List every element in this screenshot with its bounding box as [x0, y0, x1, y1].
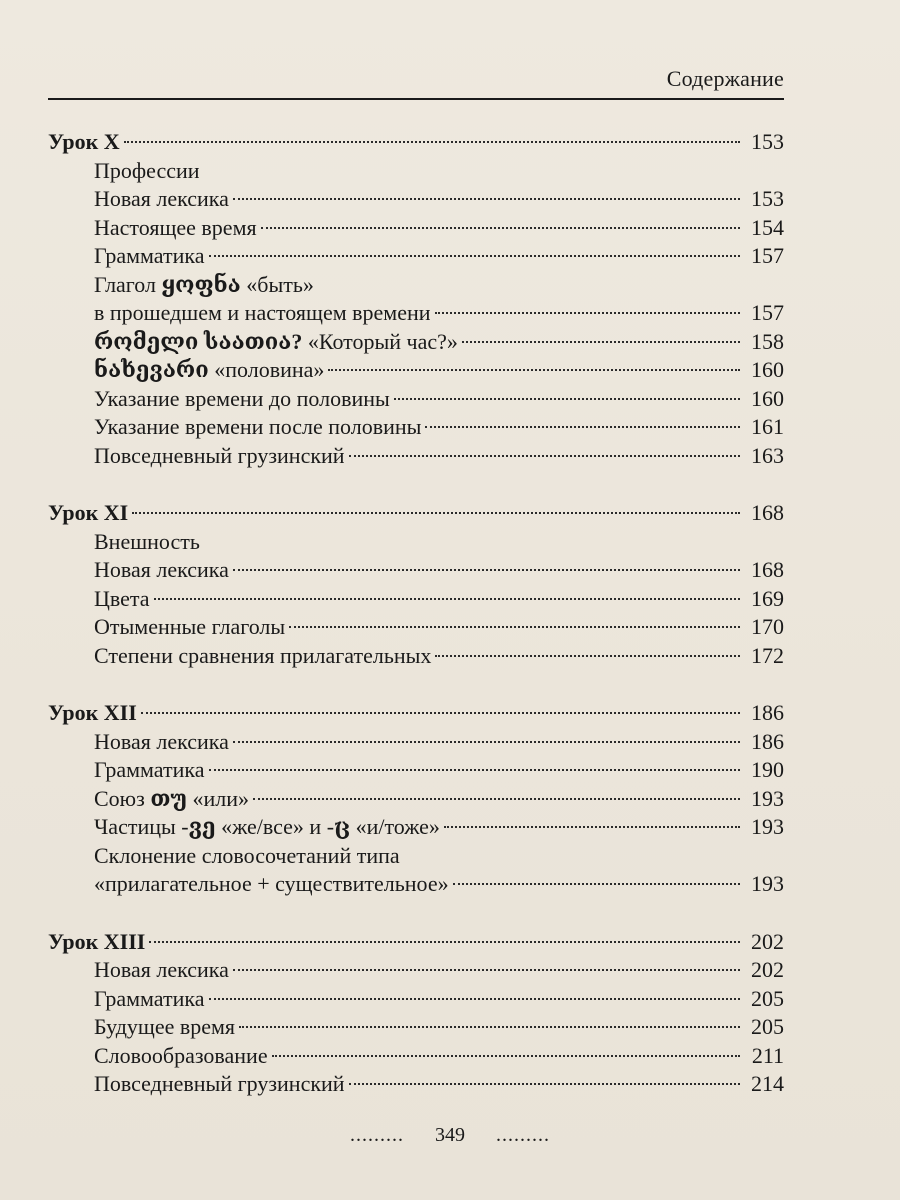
- entry-title: [94, 756, 205, 785]
- entry-title: [94, 613, 285, 642]
- leader-dots: [209, 769, 741, 771]
- entry-prefix: Союз: [94, 785, 151, 811]
- leader-dots: [261, 227, 740, 229]
- entry-text: Новая лексика: [94, 728, 229, 754]
- leader-dots: [239, 1026, 740, 1028]
- toc-entry-row[interactable]: [48, 985, 784, 1014]
- page-ref: 157: [751, 243, 784, 268]
- entry-text: Отыменные глаголы: [94, 614, 286, 639]
- leader-dots: [132, 512, 740, 514]
- page-ref: 202: [751, 928, 784, 954]
- entry-text: Профессии: [94, 157, 200, 183]
- entry-text: Настоящее время: [94, 214, 257, 240]
- page-ref: 154: [751, 214, 784, 240]
- page-ref: 186: [751, 700, 784, 725]
- lesson-title: Урок XI: [48, 500, 129, 525]
- toc-entry-row[interactable]: [48, 1070, 784, 1099]
- page-footer: [0, 1124, 900, 1147]
- leader-dots: [462, 341, 740, 343]
- page-ref: 161: [751, 414, 784, 439]
- lesson-title: Урок X: [48, 129, 120, 154]
- entry-title: [94, 328, 458, 357]
- entry-title: [94, 585, 150, 614]
- toc-entry-row[interactable]: [48, 756, 784, 785]
- entry-title: [94, 842, 400, 871]
- entry-text: в прошедшем и настоящем времени: [94, 300, 431, 325]
- entry-text: «и/тоже»: [350, 814, 440, 839]
- toc-entry-row[interactable]: [48, 413, 784, 442]
- entry-title: [94, 271, 314, 300]
- georgian-term: თუ: [150, 785, 187, 811]
- entry-prefix: Глагол: [94, 271, 162, 297]
- leader-dots: [209, 998, 741, 1000]
- entry-title: [94, 870, 449, 899]
- toc-lesson-row[interactable]: [48, 499, 784, 528]
- leader-dots: [209, 255, 741, 257]
- page-ref: 153: [751, 186, 784, 211]
- leader-dots: [435, 655, 740, 657]
- toc-entry-row[interactable]: [48, 585, 784, 614]
- toc-entry-row[interactable]: [48, 528, 784, 557]
- leader-dots: [149, 941, 740, 943]
- leader-dots: [154, 598, 740, 600]
- georgian-term: რომელი საათია?: [94, 328, 303, 354]
- entry-text: Склонение словосочетаний типа: [94, 842, 400, 868]
- entry-text: Словообразование: [94, 1042, 268, 1068]
- entry-title: [94, 413, 421, 442]
- toc-entry-row[interactable]: [48, 214, 784, 243]
- entry-title: [94, 1013, 235, 1042]
- leader-dots: [394, 398, 740, 400]
- page-ref: 168: [751, 500, 784, 525]
- toc-entry-row[interactable]: [48, 385, 784, 414]
- entry-text: Цвета: [94, 585, 150, 611]
- leader-dots: [233, 569, 740, 571]
- toc-entry-row[interactable]: [48, 185, 784, 214]
- lesson-title: Урок XIII: [48, 928, 146, 954]
- page-ref: 205: [751, 985, 784, 1011]
- page-ref: 172: [751, 642, 784, 668]
- toc-entry-row[interactable]: [48, 556, 784, 585]
- page-ref: 190: [751, 757, 784, 782]
- page-ref: 193: [751, 871, 784, 896]
- toc-entry-row[interactable]: [48, 813, 784, 842]
- leader-dots: [124, 141, 740, 143]
- page-ref: 158: [751, 328, 784, 354]
- toc-entry-row[interactable]: [48, 356, 784, 385]
- running-header: Содержание: [666, 66, 784, 91]
- entry-text: Повседневный грузинский: [94, 442, 345, 468]
- leader-dots: [328, 369, 740, 371]
- georgian-term: ც: [334, 814, 351, 839]
- entry-text: Новая лексика: [94, 557, 229, 582]
- toc-entry-row[interactable]: [48, 642, 784, 671]
- page-ref: 160: [751, 357, 784, 382]
- toc-entry-row[interactable]: [48, 613, 784, 642]
- entry-title: [94, 1070, 345, 1099]
- page-ref: 214: [751, 1071, 784, 1096]
- entry-text: «или»: [186, 785, 249, 811]
- toc-entry-row[interactable]: [48, 842, 784, 871]
- leader-dots: [435, 312, 740, 314]
- entry-title: [94, 985, 205, 1014]
- entry-title: [94, 242, 205, 271]
- georgian-term: ვე: [188, 814, 216, 839]
- georgian-term: ყოფნა: [161, 271, 241, 297]
- toc-entry-row[interactable]: [48, 242, 784, 271]
- leader-dots: [233, 969, 740, 971]
- leader-dots: [253, 798, 740, 800]
- entry-text: Грамматика: [94, 985, 205, 1011]
- entry-text: Грамматика: [94, 757, 205, 782]
- page-ref: 211: [751, 1042, 784, 1068]
- entry-text: Внешность: [94, 528, 200, 554]
- entry-title: [94, 556, 229, 585]
- entry-text: Будущее время: [94, 1014, 236, 1039]
- toc-entry-row[interactable]: [48, 271, 784, 300]
- page-ref: 153: [751, 129, 784, 154]
- page-ref: 202: [751, 957, 784, 982]
- entry-text: «же/все» и -: [215, 814, 335, 839]
- page-ref: 170: [751, 614, 784, 639]
- toc-lesson-row[interactable]: [48, 699, 784, 728]
- entry-title: [94, 299, 431, 328]
- leader-dots: [233, 741, 740, 743]
- leader-dots: [233, 198, 740, 200]
- entry-text: Указание времени до половины: [94, 385, 390, 411]
- footer-dots-left: .........: [350, 1124, 404, 1146]
- entry-text: «половина»: [208, 357, 325, 382]
- entry-prefix: Частицы -: [94, 814, 189, 839]
- toc-entry-row[interactable]: [48, 299, 784, 328]
- entry-text: «прилагательное + существительное»: [94, 871, 449, 896]
- page-ref: 157: [751, 300, 784, 325]
- page-ref: 186: [751, 728, 784, 754]
- page-ref: 168: [751, 557, 784, 582]
- page-ref: 169: [751, 585, 784, 611]
- leader-dots: [141, 712, 740, 714]
- toc-section: [48, 928, 784, 1099]
- page-ref: 193: [751, 785, 784, 811]
- entry-title: [94, 728, 229, 757]
- toc-entry-row[interactable]: [48, 157, 784, 186]
- entry-text: Указание времени после половины: [94, 414, 422, 439]
- entry-title: [94, 1042, 268, 1071]
- leader-dots: [425, 426, 740, 428]
- page-number: 349: [435, 1124, 465, 1146]
- toc-section: [48, 128, 784, 470]
- entry-text: Новая лексика: [94, 186, 229, 211]
- entry-title: [94, 157, 200, 186]
- entry-title: [94, 785, 249, 814]
- leader-dots: [453, 883, 740, 885]
- table-of-contents: [48, 128, 784, 1099]
- entry-text: Повседневный грузинский: [94, 1071, 345, 1096]
- page-ref: 205: [751, 1014, 784, 1039]
- entry-text: Новая лексика: [94, 957, 229, 982]
- leader-dots: [349, 455, 740, 457]
- entry-text: «Который час?»: [302, 328, 458, 354]
- toc-entry-row[interactable]: [48, 442, 784, 471]
- entry-title: [94, 356, 324, 385]
- entry-title: [94, 442, 345, 471]
- toc-entry-row[interactable]: [48, 1042, 784, 1071]
- entry-title: [94, 642, 431, 671]
- georgian-term: ნახევარი: [94, 357, 209, 382]
- toc-entry-row[interactable]: [48, 1013, 784, 1042]
- entry-title: [94, 956, 229, 985]
- toc-section: [48, 499, 784, 670]
- toc-lesson-row[interactable]: [48, 928, 784, 957]
- entry-text: Степени сравнения прилагательных: [94, 642, 432, 668]
- toc-entry-row[interactable]: [48, 785, 784, 814]
- leader-dots: [349, 1083, 740, 1085]
- entry-text: «быть»: [240, 271, 314, 297]
- entry-text: Грамматика: [94, 243, 205, 268]
- toc-entry-row[interactable]: [48, 728, 784, 757]
- leader-dots: [272, 1055, 740, 1057]
- page-ref: 163: [751, 442, 784, 468]
- toc-entry-row[interactable]: [48, 328, 784, 357]
- entry-title: [94, 214, 257, 243]
- toc-section: [48, 699, 784, 899]
- page-ref: 193: [751, 814, 784, 839]
- header-rule: [48, 98, 784, 100]
- page-ref: 160: [751, 385, 784, 411]
- entry-title: [94, 813, 440, 842]
- leader-dots: [444, 826, 740, 828]
- entry-title: [94, 385, 390, 414]
- toc-entry-row[interactable]: [48, 956, 784, 985]
- toc-entry-row[interactable]: [48, 870, 784, 899]
- leader-dots: [289, 626, 740, 628]
- entry-title: [94, 528, 200, 557]
- toc-lesson-row[interactable]: [48, 128, 784, 157]
- footer-dots-right: .........: [496, 1124, 550, 1146]
- entry-title: [94, 185, 229, 214]
- lesson-title: Урок XII: [48, 700, 137, 725]
